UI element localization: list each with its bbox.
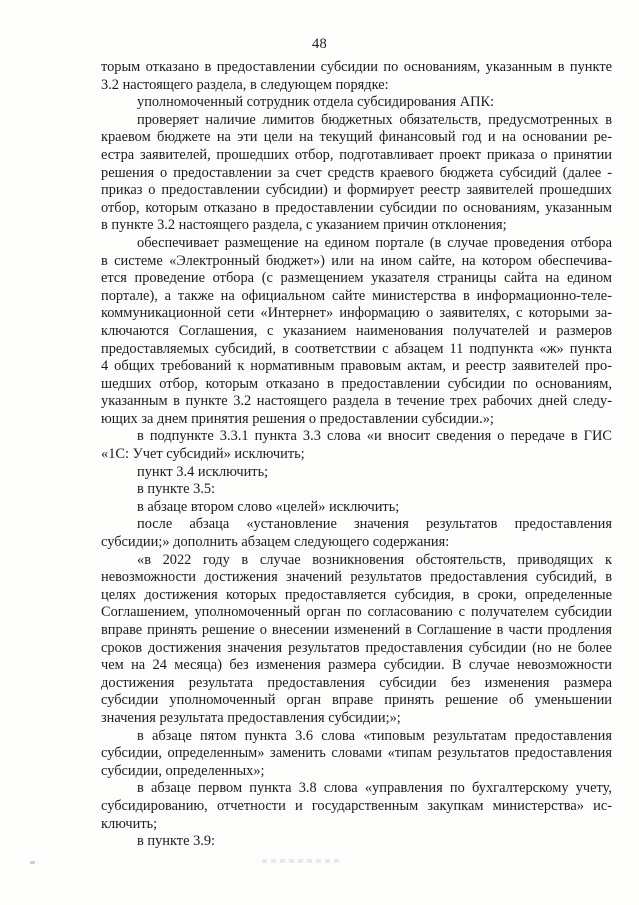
text-line: целях достижения которых предоставляется субсидия, в сроки, определенные <box>101 586 612 603</box>
text-line: торым отказано в предоставлении субсидии по основаниям, указанным в пункте <box>101 59 612 75</box>
text-line: отбор, которым отказано в предоставлении субсидии по основаниям, указанным <box>101 199 612 216</box>
text-line: «в 2022 году в случае возникновения обстоятельств, приводящих к <box>137 551 612 568</box>
text-line: сроков достижения значения результатов предоставления субсидии (но не более <box>101 639 612 656</box>
text-line: в абзаце втором слово «целей» исключить; <box>137 498 400 515</box>
text-line: чем на 24 месяца) без изменения размера субсидии. В случае невозможности <box>101 657 612 674</box>
text-line: коммуникационной сети «Интернет» информацию о заявителях, с которыми за- <box>101 305 612 322</box>
text-line: пункт 3.4 исключить; <box>137 463 269 480</box>
text-line: вправе принять решение о внесении изменений в Соглашение в части продления <box>101 622 612 638</box>
page-number: 48 <box>311 36 328 52</box>
text-line: в пункте 3.9: <box>137 833 216 850</box>
text-line: предоставляемых субсидий, в соответствии с абзацем 11 подпункта «ж» пункта <box>101 340 612 357</box>
text-line: естра заявителей, прошедших отбор, подготавливает проект приказа о принятии <box>101 146 612 163</box>
text-line: ющих за днем принятия решения о предоставлении субсидии.»; <box>101 410 494 427</box>
text-line: 4 общих требований к нормативным правовым актам, и реестр заявителей про- <box>101 358 612 375</box>
text-line: субсидии, определенных»; <box>101 762 265 779</box>
text-line: краевом бюджете на эти цели на текущий финансовый год и на основании ре- <box>101 129 612 146</box>
text-line: после абзаца «установление значения результатов предоставления <box>137 516 612 533</box>
text-line: 3.2 настоящего раздела, в следующем порядке: <box>101 76 389 93</box>
text-line: обеспечивает размещение на едином портале (в случае проведения отбора <box>137 234 612 251</box>
text-line: значения результата предоставления субсидии;»; <box>101 709 401 726</box>
text-line: в системе «Электронный бюджет») или на ином сайте, на котором обеспечива- <box>101 252 612 269</box>
text-line: шедших отбор, которым отказано в предоставлении субсидии по основаниям, <box>101 375 612 392</box>
text-line: невозможности достижения значений результатов предоставления субсидий, в <box>101 569 612 586</box>
scan-artifact-left <box>30 861 35 864</box>
text-line: субсидии;» дополнить абзацем следующего содержания: <box>101 534 450 551</box>
text-line: достижения результата предоставления субсидии без изменения размера <box>101 674 612 691</box>
text-line: Соглашением, уполномоченный орган по согласованию с получателем субсидии <box>101 604 612 621</box>
text-line: субсидии, определенным» заменить словами «типам результатов предоставления <box>101 745 612 762</box>
text-line: в абзаце первом пункта 3.8 слова «управления по бухгалтерскому учету, <box>137 780 612 797</box>
text-line: ется проведение отбора (с размещением указателя страницы сайта на едином <box>101 270 612 287</box>
text-line: в абзаце пятом пункта 3.6 слова «типовым результатам предоставления <box>137 727 612 744</box>
text-line: ключаются Соглашения, с указанием наименования получателей и размеров <box>101 322 612 339</box>
body-text <box>101 59 612 851</box>
text-line: уполномоченный сотрудник отдела субсидирования АПК: <box>137 94 495 111</box>
text-line: решения о предоставлении за счет средств краевого бюджета субсидий (далее - <box>101 164 612 181</box>
text-line: в пункте 3.2 настоящего раздела, с указанием причин отклонения; <box>101 217 507 234</box>
text-line: указанным в пункте 3.2 настоящего раздела в течение трех рабочих дней следу- <box>101 393 612 410</box>
text-line: приказ о предоставлении субсидии) и формирует реестр заявителей прошедших <box>101 182 612 199</box>
text-line: в пункте 3.5: <box>137 481 216 498</box>
text-line: «1С: Учет субсидий» исключить; <box>101 446 305 463</box>
scan-artifact-bottom <box>262 859 340 863</box>
text-line: проверяет наличие лимитов бюджетных обязательств, предусмотренных в <box>137 111 612 128</box>
text-line: субсидии уполномоченный орган вправе принять решение об уменьшении <box>101 692 612 709</box>
text-line: ключить; <box>101 815 158 832</box>
text-line: субсидированию, отчетности и государственным закупкам министерства» ис- <box>101 797 612 814</box>
text-line: в подпункте 3.3.1 пункта 3.3 слова «и вносит сведения о передаче в ГИС <box>137 428 612 445</box>
text-line: портале), а также на официальном сайте министерства в информационно-теле- <box>101 287 612 304</box>
